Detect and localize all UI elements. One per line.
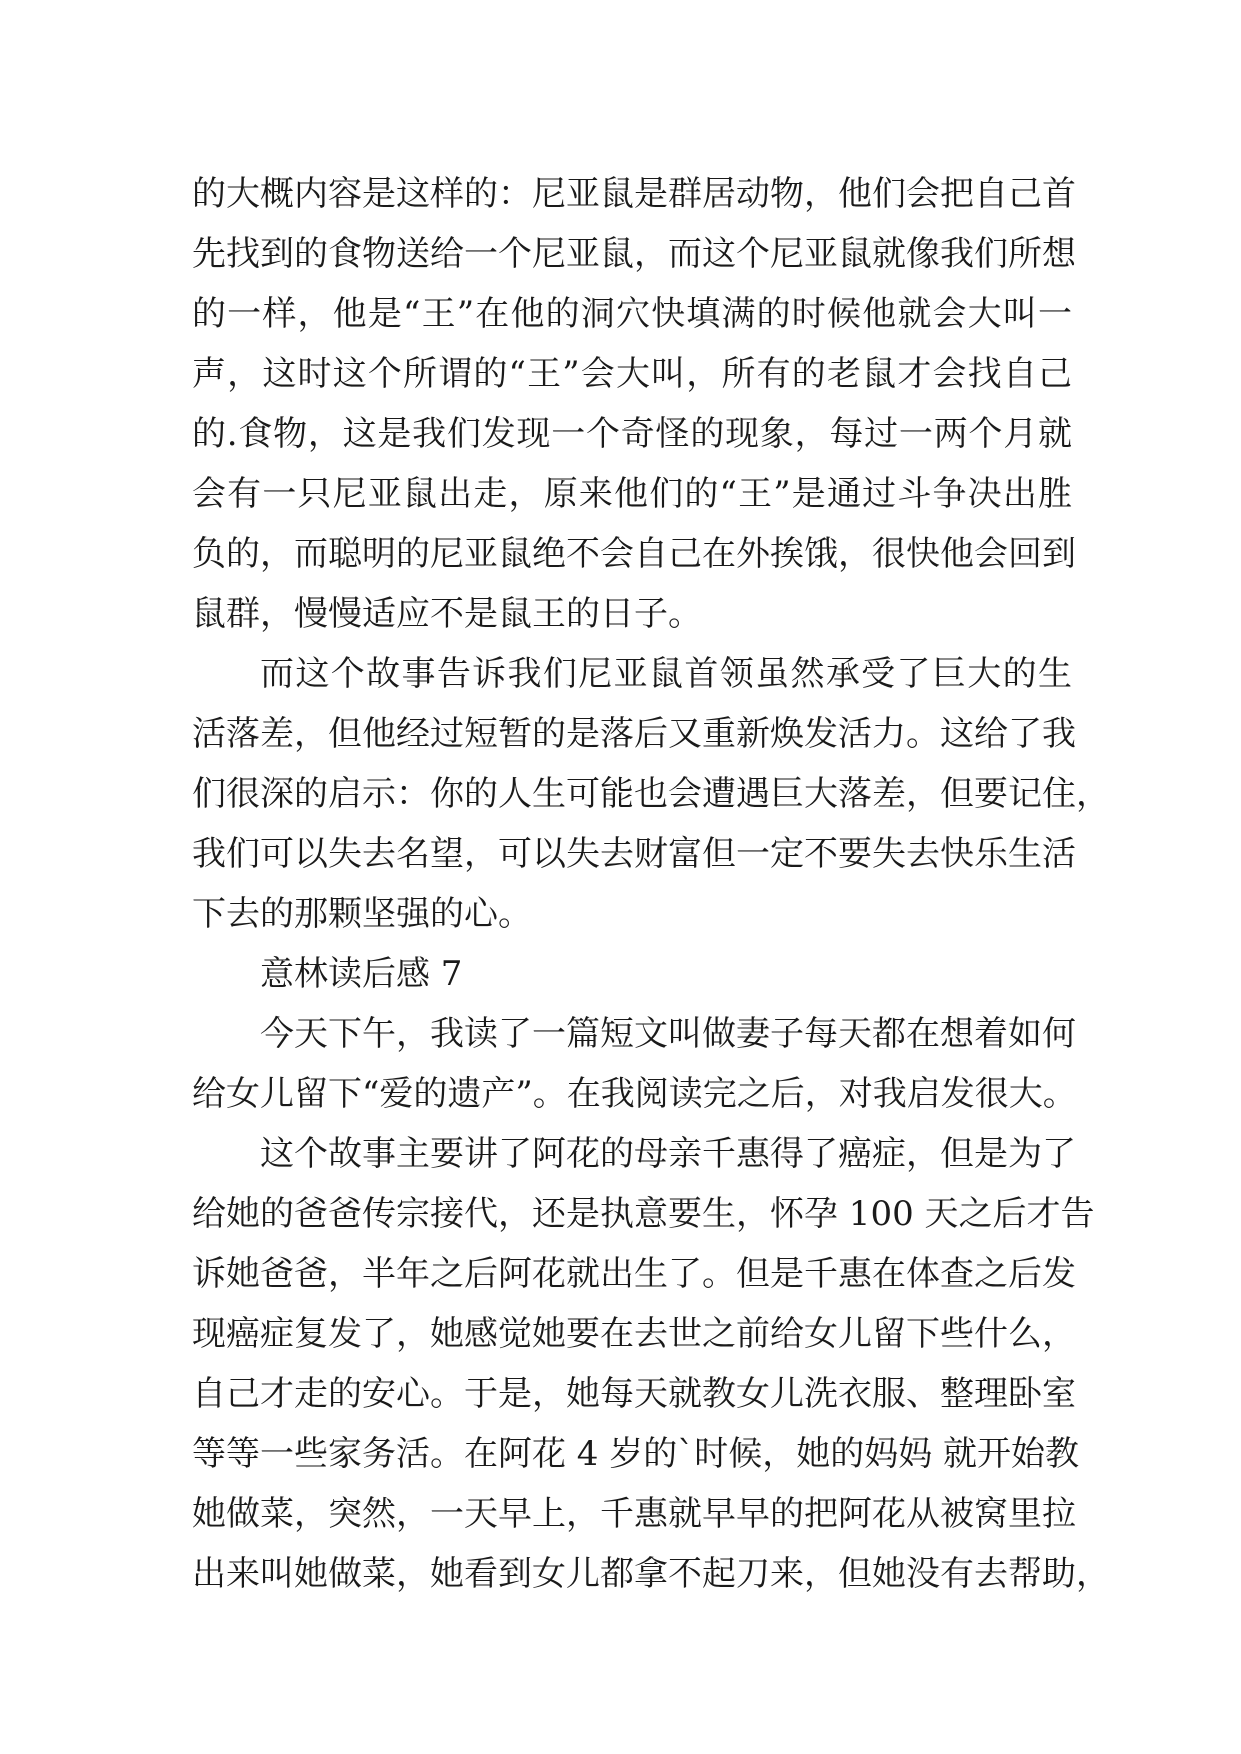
text-line: 她做菜，突然，一天早上，千惠就早早的把阿花从被窝里拉	[192, 1494, 1076, 1534]
paragraph-first-line: 这个故事主要讲了阿花的母亲千惠得了癌症，但是为了	[260, 1134, 1076, 1174]
text-line: 等等一些家务活。在阿花 4 岁的`时候，她的妈妈 就开始教	[192, 1434, 1080, 1474]
text-line: 声，这时这个所谓的“王”会大叫，所有的老鼠才会找自己	[192, 354, 1072, 394]
text-line: 我们可以失去名望，可以失去财富但一定不要失去快乐生活	[192, 834, 1076, 874]
text-line: 鼠群，慢慢适应不是鼠王的日子。	[192, 594, 702, 634]
text-line: 的一样，他是“王”在他的洞穴快填满的时候他就会大叫一	[192, 294, 1072, 334]
text-line: 现癌症复发了，她感觉她要在去世之前给女儿留下些什么，	[192, 1314, 1076, 1354]
text-line: 负的，而聪明的尼亚鼠绝不会自己在外挨饿，很快他会回到	[192, 534, 1076, 574]
text-line: 给她的爸爸传宗接代，还是执意要生，怀孕 100 天之后才告	[192, 1194, 1095, 1234]
text-line: 的.食物，这是我们发现一个奇怪的现象，每过一两个月就	[192, 414, 1072, 454]
text-line: 自己才走的安心。于是，她每天就教女儿洗衣服、整理卧室	[192, 1374, 1076, 1414]
text-line: 下去的那颗坚强的心。	[192, 894, 532, 934]
text-line: 出来叫她做菜，她看到女儿都拿不起刀来，但她没有去帮助，	[192, 1554, 1110, 1594]
paragraph-first-line: 今天下午，我读了一篇短文叫做妻子每天都在想着如何	[260, 1014, 1076, 1054]
section-heading: 意林读后感 7	[260, 954, 463, 994]
text-line: 活落差，但他经过短暂的是落后又重新焕发活力。这给了我	[192, 714, 1076, 754]
text-line: 给女儿留下“爱的遗产”。在我阅读完之后，对我启发很大。	[192, 1074, 1077, 1114]
paragraph-first-line: 而这个故事告诉我们尼亚鼠首领虽然承受了巨大的生	[260, 654, 1072, 694]
text-line: 们很深的启示：你的人生可能也会遭遇巨大落差，但要记住，	[192, 774, 1110, 814]
document-body	[192, 164, 1110, 1604]
text-line: 先找到的食物送给一个尼亚鼠，而这个尼亚鼠就像我们所想	[192, 234, 1076, 274]
text-line: 诉她爸爸，半年之后阿花就出生了。但是千惠在体查之后发	[192, 1254, 1076, 1294]
text-line: 会有一只尼亚鼠出走，原来他们的“王”是通过斗争决出胜	[192, 474, 1072, 514]
text-line: 的大概内容是这样的：尼亚鼠是群居动物，他们会把自己首	[192, 174, 1076, 214]
